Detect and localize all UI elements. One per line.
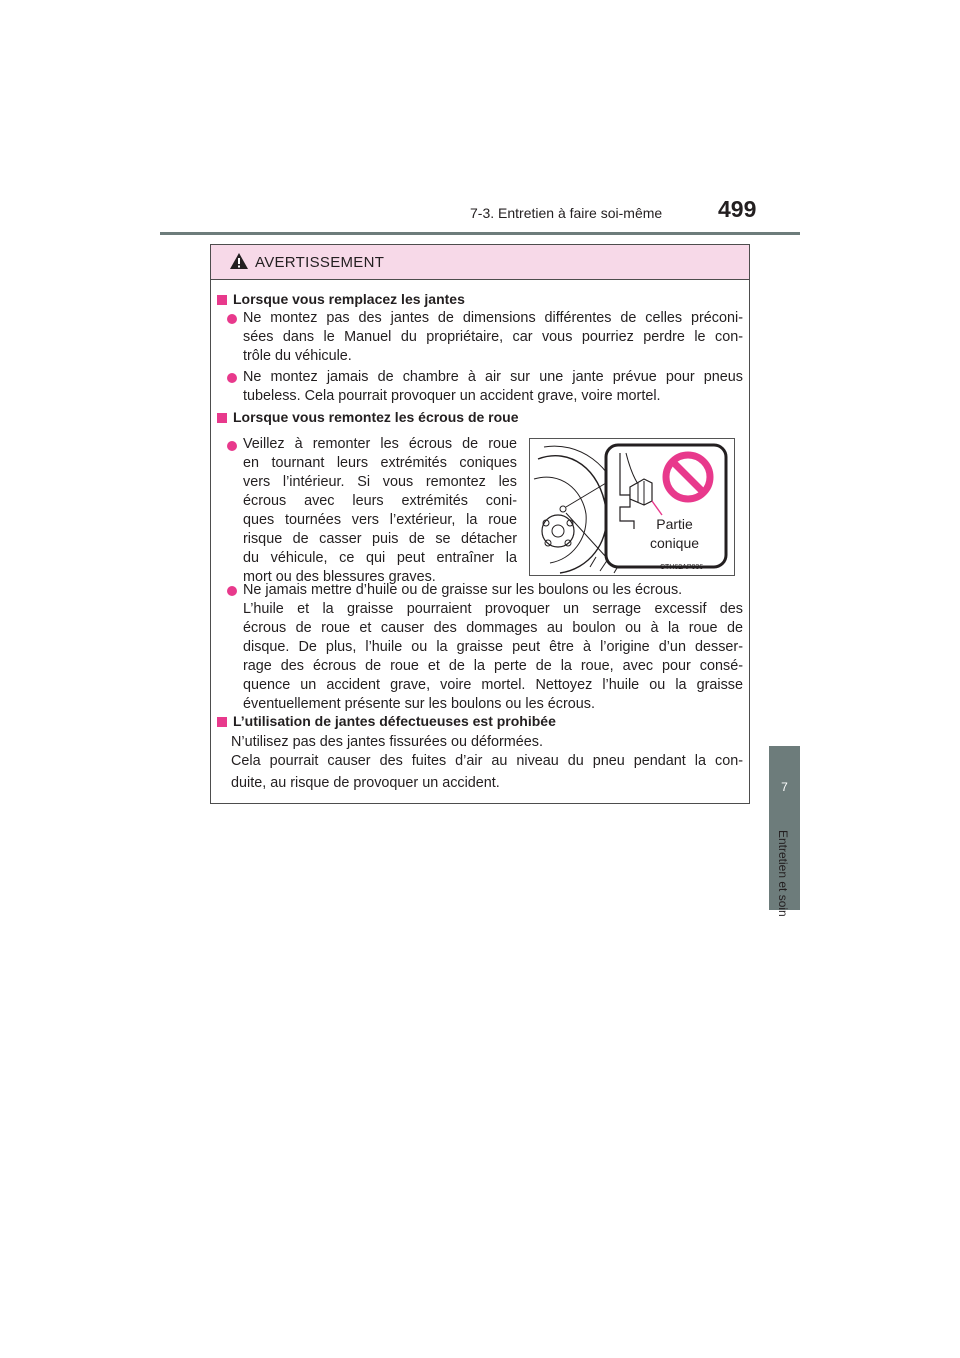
paragraph-1-1 [243,309,743,366]
bullet-icon [227,586,237,596]
section-heading-3: L’utilisation de jantes défectueuses est prohibée [217,713,556,729]
text-line: éventuellement présente sur les boulons ou les écrous. [243,696,595,712]
text-line: duite, au risque de provoquer un accident. [231,775,500,791]
text-line: sées dans le Manuel du propriétaire, car vous pourriez perdre le con- [243,329,743,345]
warning-header [211,245,749,280]
callout-line: conique [650,535,700,551]
square-bullet-icon [217,717,227,727]
text-line: écrous de roue et causer des dommages au boulon ou à la roue de [243,620,743,636]
warning-triangle-icon [229,252,249,270]
wheel-nut-illustration [529,438,735,576]
text-line: tubeless. Cela pourrait provoquer un accident grave, voire mortel. [243,388,661,404]
text-line: disque. De plus, l’huile ou la graisse peut être à l’origine d’un desser- [243,639,743,655]
header-divider [160,232,800,235]
text-line: N’utilisez pas des jantes fissurées ou déformées. [231,734,543,750]
square-bullet-icon [217,413,227,423]
paragraph-2-2 [243,581,743,714]
bullet-icon [227,314,237,324]
bullet-icon [227,373,237,383]
text-line: risque de casser puis de se détacher [243,531,517,547]
text-line: du véhicule, ce qui peut entraîner la [243,550,517,566]
paragraph-2-1 [243,435,517,587]
chapter-label: Entretien et soin [776,830,790,917]
paragraph-1-2 [243,368,743,406]
text-line: Veillez à remonter les écrous de roue [243,436,517,452]
illustration-code: CTH62AP036 [660,564,704,571]
text-line: en tournant leurs extrémités coniques [243,455,517,471]
text-line: Ne montez jamais de chambre à air sur une jante prévue pour pneus [243,369,743,385]
text-line: rage des écrous de roue et de la perte de la roue, avec pour consé- [243,658,743,674]
section-title: 7-3. Entretien à faire soi-même [470,205,663,221]
wheel-drawing [530,439,734,575]
text-line: L’huile et la graisse pourraient provoquer un serrage excessif des [243,601,743,617]
chapter-label-wrap [776,830,877,917]
text-line: vers l’intérieur. Si vous remontez les [243,474,517,490]
text-line: Ne jamais mettre d’huile ou de graisse sur les boulons ou les écrous. [243,582,683,598]
callout-label [650,515,699,553]
section-heading-1: Lorsque vous remplacez les jantes [217,291,465,307]
text-line: Cela pourrait causer des fuites d’air au niveau du pneu pendant la con- [231,753,743,769]
text-line: trôle du véhicule. [243,348,352,364]
paragraph-3 [231,733,743,793]
text-line: ques tournées vers l’extérieur, la roue [243,512,517,528]
text-line: mort ou des blessures graves. [243,569,436,585]
chapter-number: 7 [781,780,788,794]
warning-title: AVERTISSEMENT [255,254,385,271]
text-line: écrous avec leurs extrémités coni- [243,493,517,509]
text-line: Ne montez pas des jantes de dimensions différentes de celles préconi- [243,310,743,326]
warning-box [210,244,750,804]
callout-line: Partie [656,516,693,532]
bullet-icon [227,441,237,451]
section-heading-2: Lorsque vous remontez les écrous de roue [217,409,519,425]
page-number: 499 [718,196,757,222]
square-bullet-icon [217,295,227,305]
text-line: quence un accident grave, voire mortel. Nettoyez l’huile ou la graisse [243,677,743,693]
